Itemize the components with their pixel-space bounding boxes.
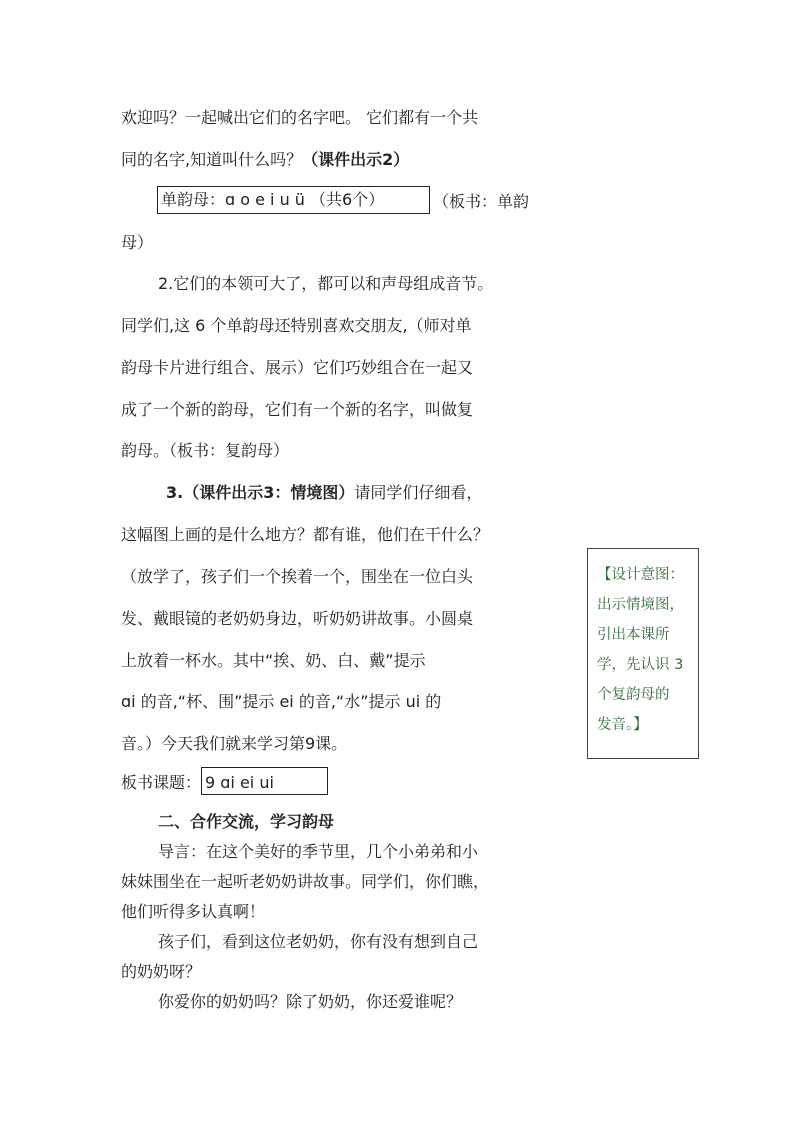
design-intent-line: 学，先认识 3: [597, 657, 684, 673]
paragraph-line: 导言：在这个美好的季节里，几个小弟弟和小: [158, 842, 479, 861]
paragraph-line: 发、戴眼镜的老奶奶身边，听奶奶讲故事。小圆桌: [121, 609, 474, 628]
paragraph-line: ɑi 的音,“杯、围”提示 ei 的音,“水”提示 ui 的: [121, 692, 442, 711]
paragraph-line: [166, 483, 482, 503]
lesson-title-text: 9 ɑi ei ui: [205, 773, 274, 792]
board-note: （板书：单韵: [433, 192, 530, 211]
paragraph-line: 上放着一杯水。其中“挨、奶、白、戴”提示: [121, 651, 426, 670]
paragraph-line: 韵母。（板书：复韵母）: [121, 441, 290, 460]
courseware-note: 3.（课件出示3：情境图）: [166, 483, 355, 502]
paragraph-line: 2.它们的本领可大了，都可以和声母组成音节。: [158, 274, 494, 293]
paragraph-line: 成了一个新的韵母，它们有一个新的名字，叫做复: [121, 400, 474, 419]
paragraph-line: 板书课题：: [121, 773, 202, 792]
design-intent-line: 个复韵母的: [597, 687, 670, 703]
paragraph-line: 音。）今天我们就来学习第9课。: [121, 734, 348, 753]
paragraph-line: 他们听得多认真啊！: [121, 902, 266, 921]
design-intent-line: 引出本课所: [597, 627, 670, 643]
paragraph-line: 的奶奶呀？: [121, 962, 202, 981]
design-intent-line: 出示情境图，: [597, 597, 684, 613]
paragraph-line: 这幅图上画的是什么地方？都有谁，他们在干什么？: [121, 525, 490, 544]
paragraph-line: 妹妹围坐在一起听老奶奶讲故事。同学们，你们瞧，: [121, 872, 490, 891]
paragraph-line: 同学们,这 6 个单韵母还特别喜欢交朋友,（师对单: [121, 316, 472, 335]
design-intent-line: 发音。】: [597, 717, 648, 733]
section-heading: 二、合作交流，学习韵母: [158, 812, 335, 831]
paragraph-line: 欢迎吗？一起喊出它们的名字吧。 它们都有一个共: [121, 108, 479, 127]
paragraph-line: 母）: [121, 233, 154, 252]
paragraph-line: 你爱你的奶奶吗？除了奶奶，你还爱谁呢？: [158, 992, 463, 1011]
courseware-note: （课件出示2）: [302, 150, 410, 169]
paragraph-line: 孩子们，看到这位老奶奶，你有没有想到自己: [158, 932, 479, 951]
paragraph-line: 韵母卡片进行组合、展示）它们巧妙组合在一起又: [121, 358, 474, 377]
single-finals-text: 单韵母：ɑ o e i u ü （共6个）: [161, 190, 385, 209]
text-segment: 请同学们仔细看，: [354, 483, 483, 502]
paragraph-line: [121, 150, 409, 170]
paragraph-line: （放学了，孩子们一个挨着一个，围坐在一位白头: [121, 567, 474, 586]
design-intent-line: 【设计意图：: [597, 567, 684, 583]
text-segment: 同的名字,知道叫什么吗？: [121, 150, 303, 169]
